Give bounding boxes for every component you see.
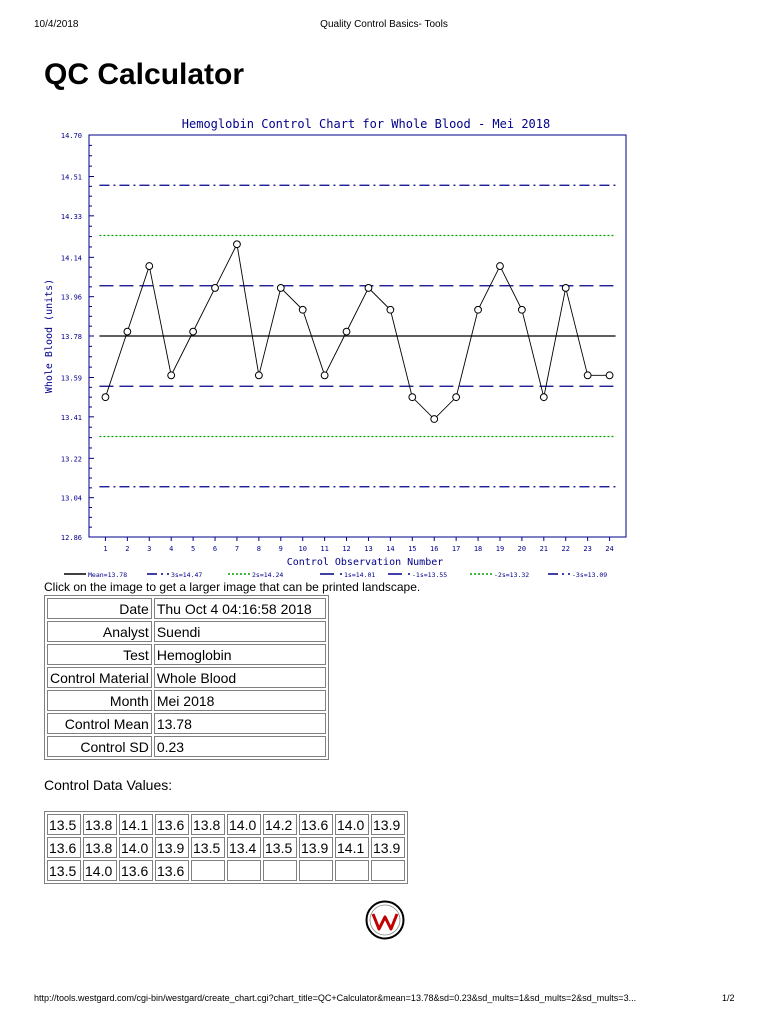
info-row bbox=[47, 621, 326, 642]
x-tick-label: 11 bbox=[320, 545, 329, 553]
footer-url[interactable]: http://tools.westgard.com/cgi-bin/westgard/create_chart.cgi?chart_title=QC+Calculator&mean=13.78&sd=0.23&sd_mults=1&sd_mults=2&sd_mults=3... bbox=[34, 993, 637, 1003]
info-label: Month bbox=[47, 690, 152, 711]
data-point bbox=[584, 372, 591, 379]
info-row bbox=[47, 736, 326, 757]
control-data-cell bbox=[299, 860, 333, 881]
info-label: Date bbox=[47, 598, 152, 619]
y-tick-label: 14.33 bbox=[60, 212, 82, 221]
info-row bbox=[47, 598, 326, 619]
info-value: Hemoglobin bbox=[154, 644, 326, 665]
x-tick-label: 20 bbox=[517, 545, 527, 553]
control-data-cell bbox=[263, 860, 297, 881]
control-data-cell: 13.9 bbox=[155, 837, 189, 858]
data-point bbox=[365, 285, 372, 292]
data-point bbox=[518, 306, 525, 313]
control-data-cell: 13.6 bbox=[155, 860, 189, 881]
info-value: Whole Blood bbox=[154, 667, 326, 688]
control-data-cell: 13.9 bbox=[371, 837, 405, 858]
y-tick-label: 14.51 bbox=[60, 173, 82, 182]
data-point bbox=[343, 328, 350, 335]
control-data-cell: 13.9 bbox=[371, 814, 405, 835]
data-point bbox=[190, 328, 197, 335]
control-data-cell bbox=[335, 860, 369, 881]
control-data-cell: 13.5 bbox=[263, 837, 297, 858]
x-tick-label: 8 bbox=[256, 545, 261, 553]
control-data-cell: 13.8 bbox=[83, 837, 117, 858]
legend-label: -2s=13.32 bbox=[494, 571, 530, 579]
qc-info-table bbox=[44, 595, 329, 760]
x-tick-label: 7 bbox=[234, 545, 240, 553]
info-value: Mei 2018 bbox=[154, 690, 326, 711]
x-tick-label: 4 bbox=[169, 545, 174, 553]
data-point bbox=[606, 372, 613, 379]
x-tick-label: 5 bbox=[191, 545, 196, 553]
control-data-cell: 14.1 bbox=[119, 814, 153, 835]
info-row bbox=[47, 690, 326, 711]
data-point bbox=[431, 416, 438, 423]
x-tick-label: 12 bbox=[342, 545, 351, 553]
data-point bbox=[540, 394, 547, 401]
info-row bbox=[47, 713, 326, 734]
control-data-cell bbox=[191, 860, 225, 881]
data-point bbox=[212, 285, 219, 292]
logo-graphic bbox=[365, 900, 405, 940]
y-tick-label: 14.14 bbox=[60, 254, 82, 263]
data-point bbox=[387, 306, 394, 313]
westgard-w-logo-icon[interactable] bbox=[365, 900, 405, 940]
legend-label: 2s=14.24 bbox=[252, 571, 284, 579]
x-tick-label: 24 bbox=[605, 545, 614, 553]
x-tick-label: 15 bbox=[408, 545, 417, 553]
data-point bbox=[453, 394, 460, 401]
print-page-title: Quality Control Basics- Tools bbox=[320, 19, 448, 30]
control-chart[interactable] bbox=[38, 110, 638, 584]
footer-page-number: 1/2 bbox=[722, 993, 735, 1003]
control-data-cell: 13.6 bbox=[299, 814, 333, 835]
info-label: Control Material bbox=[47, 667, 152, 688]
control-data-cell: 13.6 bbox=[119, 860, 153, 881]
data-point bbox=[299, 306, 306, 313]
data-point bbox=[277, 285, 284, 292]
info-label: Test bbox=[47, 644, 152, 665]
control-data-row bbox=[47, 837, 405, 858]
data-point bbox=[321, 372, 328, 379]
info-label: Control SD bbox=[47, 736, 152, 757]
x-tick-label: 14 bbox=[386, 545, 395, 553]
legend-label: 3s=14.47 bbox=[171, 571, 203, 579]
control-data-cell: 13.8 bbox=[83, 814, 117, 835]
info-value: Suendi bbox=[154, 621, 326, 642]
control-data-cell: 14.1 bbox=[335, 837, 369, 858]
x-tick-label: 6 bbox=[212, 545, 218, 553]
legend-label: -1s=13.55 bbox=[412, 571, 448, 579]
y-tick-label: 13.78 bbox=[60, 333, 82, 341]
x-tick-label: 22 bbox=[561, 545, 570, 553]
control-data-cell: 13.6 bbox=[47, 837, 81, 858]
x-tick-label: 17 bbox=[451, 545, 461, 553]
x-tick-label: 13 bbox=[364, 545, 373, 553]
page-title: QC Calculator bbox=[44, 58, 245, 91]
x-tick-label: 3 bbox=[147, 545, 152, 553]
legend-label: Mean=13.78 bbox=[88, 571, 128, 579]
data-point bbox=[146, 263, 153, 270]
x-tick-label: 1 bbox=[103, 545, 108, 553]
y-tick-label: 13.59 bbox=[60, 374, 82, 383]
data-point bbox=[234, 241, 241, 248]
x-tick-label: 2 bbox=[125, 545, 130, 553]
info-label: Analyst bbox=[47, 621, 152, 642]
info-label: Control Mean bbox=[47, 713, 152, 734]
y-tick-label: 12.86 bbox=[60, 534, 82, 542]
chart-y-axis-label: Whole Blood (units) bbox=[44, 278, 55, 394]
info-value: 0.23 bbox=[154, 736, 326, 757]
data-point bbox=[124, 328, 131, 335]
data-point bbox=[497, 263, 504, 270]
data-series-line bbox=[105, 244, 609, 419]
y-tick-label: 13.41 bbox=[60, 413, 82, 422]
control-data-cell bbox=[227, 860, 261, 881]
x-tick-label: 23 bbox=[583, 545, 592, 553]
data-point bbox=[168, 372, 175, 379]
x-tick-label: 19 bbox=[495, 545, 505, 553]
control-data-cell: 13.8 bbox=[191, 814, 225, 835]
control-data-cell: 13.5 bbox=[47, 814, 81, 835]
chart-title: Hemoglobin Control Chart for Whole Blood - Mei 2018 bbox=[181, 117, 551, 131]
x-tick-label: 10 bbox=[298, 545, 307, 553]
y-tick-label: 13.04 bbox=[60, 494, 82, 503]
control-data-row bbox=[47, 814, 405, 835]
x-tick-label: 18 bbox=[473, 545, 483, 553]
data-point bbox=[255, 372, 262, 379]
legend-label: 1s=14.01 bbox=[344, 571, 376, 579]
control-data-cell: 13.5 bbox=[47, 860, 81, 881]
x-tick-label: 9 bbox=[278, 545, 283, 553]
control-data-cell: 14.0 bbox=[83, 860, 117, 881]
control-data-cell: 14.2 bbox=[263, 814, 297, 835]
x-tick-label: 16 bbox=[429, 545, 439, 553]
y-tick-label: 13.22 bbox=[60, 455, 82, 464]
x-tick-label: 21 bbox=[539, 545, 549, 553]
click-note: Click on the image to get a larger image that can be printed landscape. bbox=[44, 580, 421, 594]
legend-label: -3s=13.09 bbox=[572, 571, 608, 579]
info-row bbox=[47, 667, 326, 688]
control-chart-svg[interactable] bbox=[38, 110, 638, 584]
data-point bbox=[475, 306, 482, 313]
control-data-cell: 13.6 bbox=[155, 814, 189, 835]
info-row bbox=[47, 644, 326, 665]
control-data-table bbox=[44, 811, 408, 884]
info-value: Thu Oct 4 04:16:58 2018 bbox=[154, 598, 326, 619]
control-data-cell: 13.9 bbox=[299, 837, 333, 858]
control-data-cell: 14.0 bbox=[335, 814, 369, 835]
control-data-label: Control Data Values: bbox=[44, 777, 173, 793]
control-data-cell bbox=[371, 860, 405, 881]
y-tick-label: 14.70 bbox=[60, 132, 82, 140]
control-data-cell: 14.0 bbox=[227, 814, 261, 835]
control-data-cell: 13.5 bbox=[191, 837, 225, 858]
control-data-cell: 14.0 bbox=[119, 837, 153, 858]
info-value: 13.78 bbox=[154, 713, 326, 734]
data-point bbox=[409, 394, 416, 401]
control-data-cell: 13.4 bbox=[227, 837, 261, 858]
data-point bbox=[102, 394, 109, 401]
chart-x-axis-label: Control Observation Number bbox=[286, 557, 444, 568]
data-point bbox=[562, 285, 569, 292]
control-data-row bbox=[47, 860, 405, 881]
y-tick-label: 13.96 bbox=[60, 293, 82, 302]
print-date: 10/4/2018 bbox=[34, 19, 79, 30]
